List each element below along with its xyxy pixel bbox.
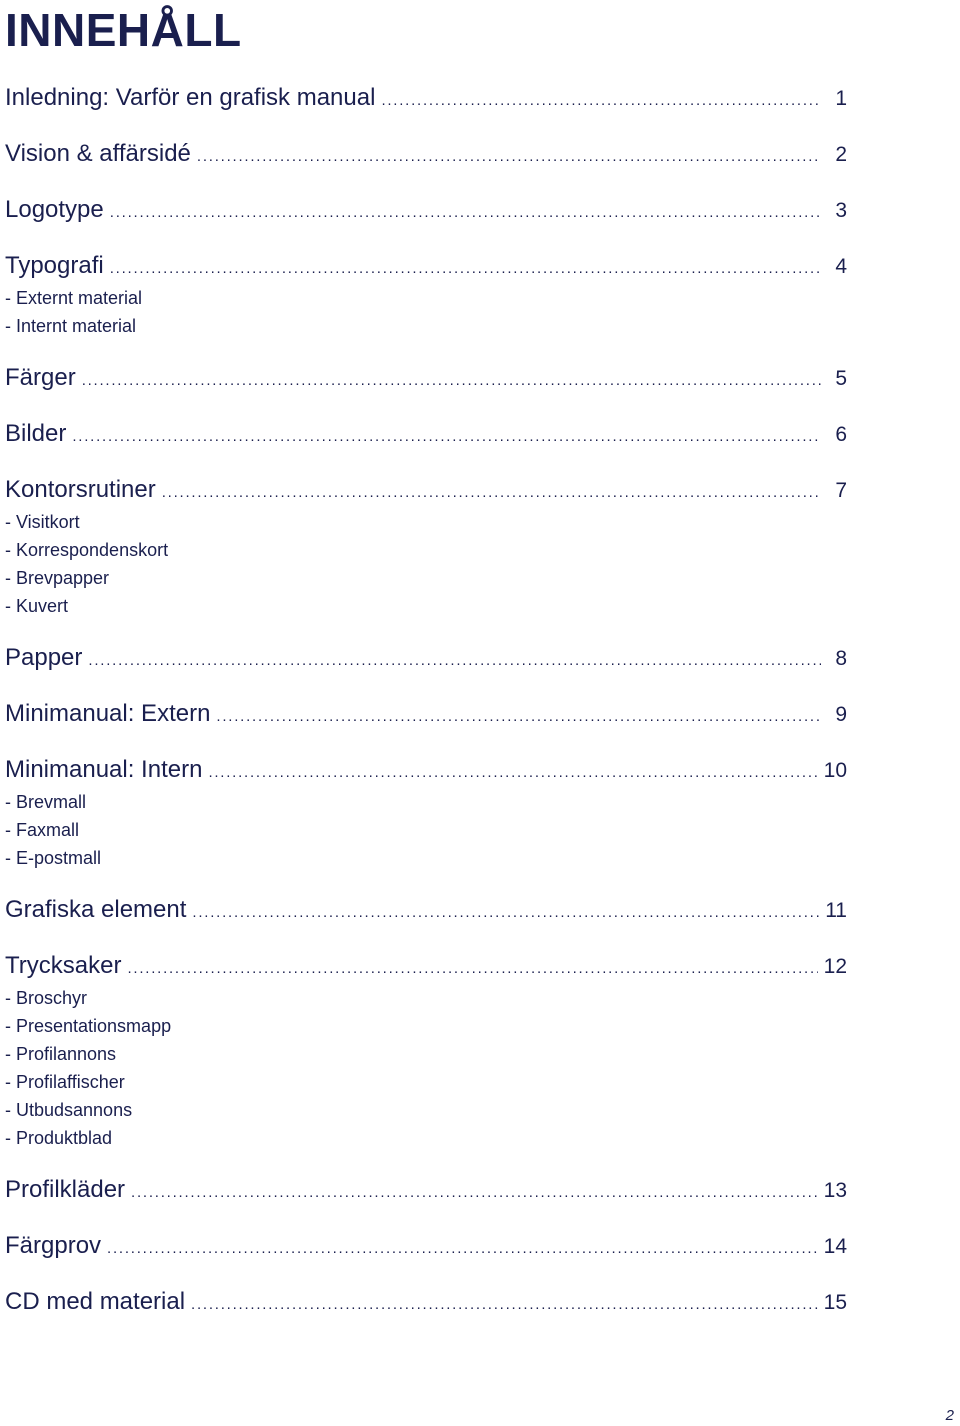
toc-entry xyxy=(5,416,847,472)
toc-row[interactable] xyxy=(5,752,847,788)
toc-row[interactable] xyxy=(5,360,847,396)
toc-row[interactable] xyxy=(5,472,847,508)
table-of-contents xyxy=(5,80,847,1320)
toc-row[interactable] xyxy=(5,248,847,284)
dot-leader xyxy=(72,419,821,455)
toc-subentry[interactable]: - Profilaffischer xyxy=(5,1072,125,1092)
toc-entry-label: Papper xyxy=(5,644,83,671)
toc-row[interactable] xyxy=(5,416,847,452)
dot-leader xyxy=(216,699,821,735)
toc-row[interactable] xyxy=(5,136,847,172)
toc-row[interactable] xyxy=(5,1172,847,1208)
toc-entry-page: 15 xyxy=(823,1291,847,1314)
toc-row[interactable] xyxy=(5,192,847,228)
toc-subentry[interactable]: - Externt material xyxy=(5,288,143,308)
toc-row[interactable] xyxy=(5,1228,847,1264)
toc-entry xyxy=(5,1284,847,1320)
toc-entry xyxy=(5,472,847,640)
toc-entry-page: 8 xyxy=(835,647,847,670)
toc-entry-label: CD med material xyxy=(5,1288,186,1315)
toc-entry-label: Färger xyxy=(5,364,76,391)
dot-leader xyxy=(162,475,821,511)
toc-subentry[interactable]: - Presentationsmapp xyxy=(5,1016,172,1036)
toc-entry xyxy=(5,752,847,892)
toc-subentry[interactable]: - Faxmall xyxy=(5,820,80,840)
toc-entry xyxy=(5,136,847,192)
dot-leader xyxy=(208,755,817,791)
toc-subentry[interactable]: - Brevpapper xyxy=(5,568,110,588)
toc-entry-page: 13 xyxy=(823,1179,847,1202)
toc-row[interactable] xyxy=(5,696,847,732)
toc-entry-label: Profilkläder xyxy=(5,1176,126,1203)
dot-leader xyxy=(82,363,821,399)
toc-entry xyxy=(5,892,847,948)
toc-entry-label: Färgprov xyxy=(5,1232,102,1259)
toc-entry xyxy=(5,948,847,1172)
toc-entry-label: Inledning: Varför en grafisk manual xyxy=(5,84,376,111)
dot-leader xyxy=(88,643,821,679)
toc-entry-page: 7 xyxy=(835,479,847,502)
toc-entry-page: 5 xyxy=(835,367,847,390)
toc-subentry[interactable]: - Broschyr xyxy=(5,988,88,1008)
toc-row[interactable] xyxy=(5,80,847,116)
dot-leader xyxy=(127,951,817,987)
toc-entry-label: Minimanual: Intern xyxy=(5,756,203,783)
toc-entry xyxy=(5,640,847,696)
toc-entry-label: Vision & affärsidé xyxy=(5,140,191,167)
toc-entry-page: 1 xyxy=(835,87,847,110)
toc-entry xyxy=(5,192,847,248)
toc-subentry[interactable]: - Korrespondenskort xyxy=(5,540,169,560)
toc-entry xyxy=(5,1172,847,1228)
toc-subentry[interactable]: - Internt material xyxy=(5,316,137,336)
toc-row[interactable] xyxy=(5,948,847,984)
dot-leader xyxy=(107,1231,818,1267)
toc-entry-label: Trycksaker xyxy=(5,952,122,979)
toc-entry-page: 3 xyxy=(835,199,847,222)
toc-subentry[interactable]: - Brevmall xyxy=(5,792,87,812)
toc-entry-page: 2 xyxy=(835,143,847,166)
dot-leader xyxy=(110,251,821,287)
toc-subentries xyxy=(5,284,847,340)
toc-row[interactable] xyxy=(5,892,847,928)
page-title: INNEHÅLL xyxy=(5,4,242,56)
page-number: 2 xyxy=(945,1407,954,1424)
toc-entry-page: 9 xyxy=(835,703,847,726)
toc-entry xyxy=(5,1228,847,1284)
toc-entry xyxy=(5,80,847,136)
toc-entry xyxy=(5,360,847,416)
toc-subentry[interactable]: - Utbudsannons xyxy=(5,1100,133,1120)
dot-leader xyxy=(197,139,821,175)
toc-entry-page: 6 xyxy=(835,423,847,446)
toc-subentry[interactable]: - Produktblad xyxy=(5,1128,113,1148)
toc-entry-label: Minimanual: Extern xyxy=(5,700,211,727)
toc-entry-label: Grafiska element xyxy=(5,896,187,923)
toc-entry-page: 11 xyxy=(825,899,847,922)
toc-subentries xyxy=(5,508,847,620)
toc-row[interactable] xyxy=(5,640,847,676)
toc-entry-label: Typografi xyxy=(5,252,104,279)
toc-row[interactable] xyxy=(5,1284,847,1320)
dot-leader xyxy=(110,195,821,231)
toc-entry-label: Logotype xyxy=(5,196,104,223)
dot-leader xyxy=(191,1287,818,1323)
toc-entry-page: 4 xyxy=(835,255,847,278)
toc-subentries xyxy=(5,788,847,872)
toc-entry xyxy=(5,696,847,752)
dot-leader xyxy=(131,1175,818,1211)
toc-entry-label: Bilder xyxy=(5,420,67,447)
toc-entry-page: 10 xyxy=(823,759,847,782)
toc-subentry[interactable]: - E-postmall xyxy=(5,848,102,868)
dot-leader xyxy=(192,895,819,931)
toc-entry-page: 14 xyxy=(823,1235,847,1258)
toc-subentry[interactable]: - Kuvert xyxy=(5,596,69,616)
dot-leader xyxy=(381,83,821,119)
toc-entry xyxy=(5,248,847,360)
toc-subentry[interactable]: - Visitkort xyxy=(5,512,80,532)
toc-subentry[interactable]: - Profilannons xyxy=(5,1044,117,1064)
toc-entry-label: Kontorsrutiner xyxy=(5,476,156,503)
toc-subentries xyxy=(5,984,847,1152)
toc-entry-page: 12 xyxy=(823,955,847,978)
